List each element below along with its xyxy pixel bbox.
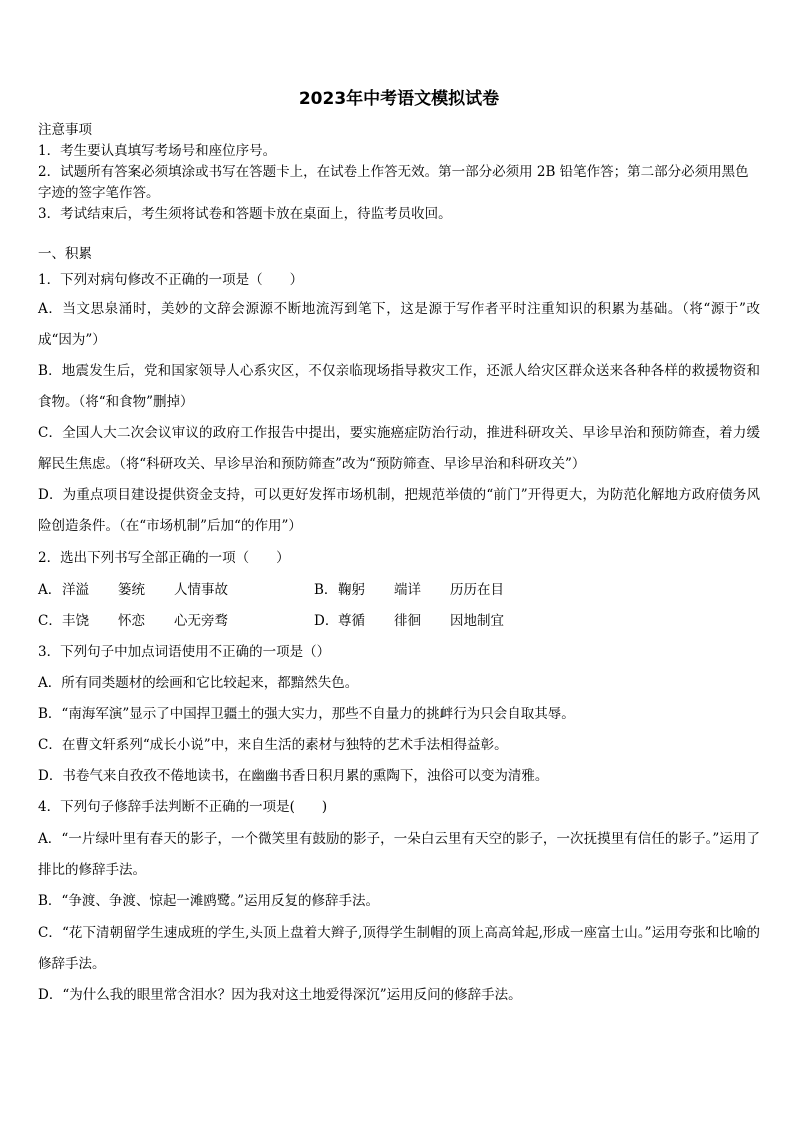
q2-option-b-word: 鞠躬 (338, 582, 365, 598)
q3-option-a: A．所有同类题材的绘画和它比较起来，都黯然失色。 (38, 675, 359, 691)
q2-option-d-word: 因地制宜 (450, 613, 504, 629)
q1-option-d: D．为重点项目建设提供资金支持，可以更好发挥市场机制，把规范举债的“前门”开得更大，为防范化解地方政府债务风险创造条件。（在“市场机制”后加“的作用”） (38, 487, 760, 534)
q2-option-b-word: 端详 (394, 582, 421, 598)
q2-option-d-word: 徘徊 (394, 613, 421, 629)
notice-heading: 注意事项 (38, 122, 92, 138)
question-stem-2: 2．选出下列书写全部正确的一项（ ） (38, 550, 290, 566)
q4-option-a: A．“一片绿叶里有春天的影子，一个微笑里有鼓励的影子，一朵白云里有天空的影子，一次抚摸里有信任的影子。”运用了排比的修辞手法。 (38, 831, 760, 878)
page-title: 2023年中考语文模拟试卷 (298, 89, 500, 109)
question-stem-1: 1．下列对病句修改不正确的一项是（ ） (38, 272, 304, 288)
q2-option-c-letter: C． (38, 613, 62, 629)
q2-option-a-letter: A． (38, 582, 62, 598)
q2-option-a-word: 洋溢 (62, 582, 89, 598)
q2-option-d-word: 尊循 (338, 613, 365, 629)
q2-option-a-word: 篓统 (118, 582, 145, 598)
q2-option-c-word: 心无旁骛 (174, 613, 228, 629)
q2-option-d-letter: D． (314, 613, 339, 629)
q2-option-b-letter: B． (314, 582, 338, 598)
q4-option-b: B．“争渡、争渡、惊起一滩鸥鹭。”运用反复的修辞手法。 (38, 893, 379, 909)
section-heading: 一、积累 (38, 246, 92, 262)
q3-option-d: D．书卷气来自孜孜不倦地读书，在幽幽书香日积月累的熏陶下，浊俗可以变为清雅。 (38, 768, 549, 784)
q2-option-c-word: 怀恋 (118, 613, 145, 629)
notice-item: 1．考生要认真填写考场号和座位序号。 (38, 143, 277, 159)
q4-option-c: C．“花下清朝留学生速成班的学生,头顶上盘着大辫子,顶得学生制帽的顶上高高耸起,形成一座富士山。”运用夸张和比喻的修辞手法。 (38, 925, 760, 972)
q3-option-c: C．在曹文轩系列“成长小说”中，来自生活的素材与独特的艺术手法相得益彰。 (38, 737, 508, 753)
question-stem-4: 4．下列句子修辞手法判断不正确的一项是( ) (38, 799, 328, 815)
q4-option-d: D．“为什么我的眼里常含泪水？因为我对这土地爱得深沉”运用反问的修辞手法。 (38, 987, 522, 1003)
q2-option-b-word: 历历在目 (450, 582, 504, 598)
q1-option-b: B．地震发生后，党和国家领导人心系灾区，不仅亲临现场指导救灾工作，还派人给灾区群众送来各种各样的救援物资和食物。（将“和食物”删掉） (38, 363, 760, 410)
notice-item: 2．试题所有答案必须填涂或书写在答题卡上，在试卷上作答无效。第一部分必须用 2B 铅笔作答；第二部分必须用黑色字迹的签字笔作答。 (38, 164, 749, 201)
q1-option-a: A．当文思泉涌时，美妙的文辞会源源不断地流泻到笔下，这是源于写作者平时注重知识的积累为基础。（将“源于”改成“因为”） (38, 301, 760, 348)
q2-option-a-word: 人情事故 (174, 582, 228, 598)
q3-option-b: B．“南海军演”显示了中国捍卫疆土的强大实力，那些不自量力的挑衅行为只会自取其辱。 (38, 706, 575, 722)
question-stem-3: 3．下列句子中加点词语使用不正确的一项是（） (38, 644, 331, 660)
q2-option-c-word: 丰饶 (62, 613, 89, 629)
notice-item: 3．考试结束后，考生须将试卷和答题卡放在桌面上，待监考员收回。 (38, 206, 452, 222)
notice-block (38, 120, 760, 225)
q1-option-c: C．全国人大二次会议审议的政府工作报告中提出，要实施癌症防治行动，推进科研攻关、早诊早治和预防筛查，着力缓解民生焦虑。（将“科研攻关、早诊早治和预防筛查”改为“预防筛查、早诊早治和科研攻关”） (38, 425, 760, 472)
